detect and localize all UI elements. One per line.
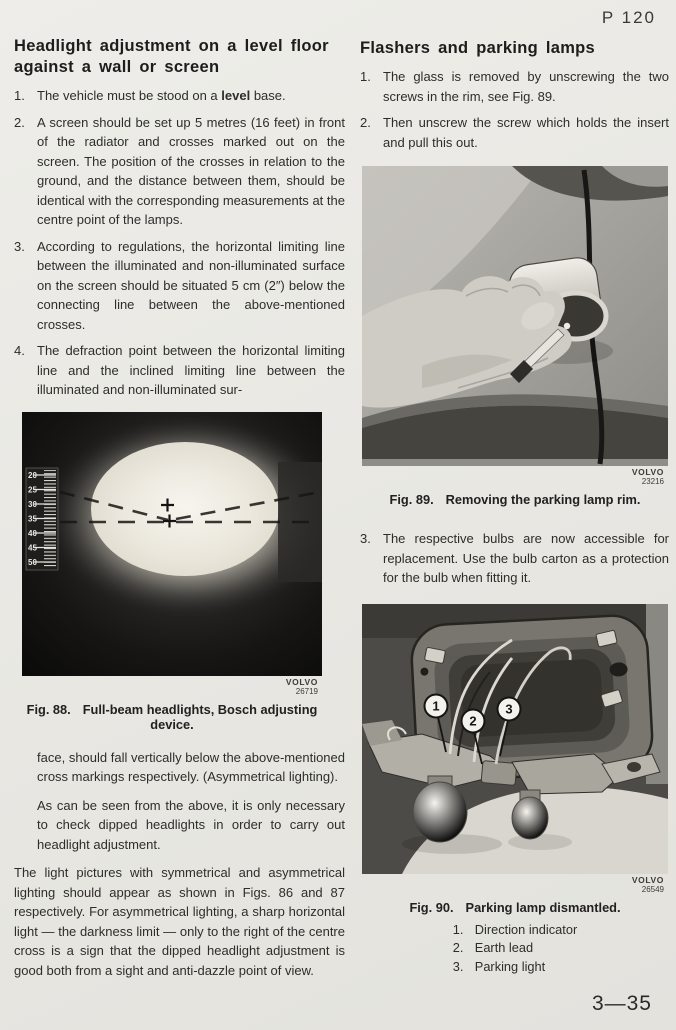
section-heading-flashers: Flashers and parking lamps xyxy=(360,39,596,57)
photo-credit xyxy=(362,468,664,486)
legend-item-1 xyxy=(453,921,577,940)
list-marker: 4. xyxy=(14,343,25,358)
paragraph-dipped-check: As can be seen from the above, it is only necessary to check dipped headlights in order to carry out headlight adjustment. xyxy=(37,797,345,852)
figure-caption-text: Parking lamp dismantled. xyxy=(465,899,621,915)
right-column xyxy=(360,38,669,976)
photo-bottom-sliver xyxy=(362,459,668,466)
figure-legend xyxy=(453,921,577,977)
direction-indicator-bulb xyxy=(413,782,467,842)
scale-label: 50 xyxy=(28,557,37,567)
legend-number: 3. xyxy=(452,958,464,974)
scale-label: 30 xyxy=(28,499,37,509)
legend-number: 2. xyxy=(452,940,464,955)
parking-lamp-dismantled-photo xyxy=(362,604,668,874)
scale-label: 45 xyxy=(28,543,37,552)
legend-text: Earth lead xyxy=(474,940,534,955)
list-marker: 1. xyxy=(360,69,371,84)
figure-88 xyxy=(22,412,322,732)
section-heading-headlight: Headlight adjustment on a level floor against a wall or screen xyxy=(14,37,329,76)
flange-hole xyxy=(627,762,641,772)
list-item-1 xyxy=(14,86,345,106)
paragraph-light-pictures: The light pictures with symmetrical and asymmetrical lighting should appear as shown in Figs. 86 and 87 respectively. For asymmetrical lighting, a sharp horizontal light — the darkness limit — only to the right of the centre cross is a sign that the dipped headlight adjustment is good both from a sight and anti-dazzle point of view. xyxy=(14,865,345,978)
list-item-3 xyxy=(14,237,345,335)
credit-number: 23216 xyxy=(641,477,664,486)
item1-post: base. xyxy=(250,88,286,103)
list-text: Then unscrew the screw which holds the insert and pull this out. xyxy=(383,115,669,150)
scale-label: 20 xyxy=(28,470,37,480)
credit-number: 26719 xyxy=(295,686,318,696)
list-item-3 xyxy=(360,529,669,588)
list-item-1 xyxy=(360,67,669,106)
list-text xyxy=(37,86,345,106)
list-text: The respective bulbs are now accessible for replacement. Use the bulb carton as a protection for the bulb when fitting it. xyxy=(383,531,669,585)
item1-bold-word: level xyxy=(221,88,251,103)
figure-label: Fig. 90. xyxy=(409,899,454,915)
figure-label: Fig. 89. xyxy=(389,492,434,507)
page-footer-number: 3—35 xyxy=(591,992,652,1015)
legend-item-2 xyxy=(453,939,577,958)
beam-core xyxy=(91,442,279,576)
legend-number: 1. xyxy=(452,921,464,937)
scale-label: 25 xyxy=(28,485,37,494)
list-text: A screen should be set up 5 metres (16 feet) in front of the radiator and crosses marked out on the screen. The position of the crosses in relation to the ground, and the distance between them, should be identical with the corresponding measurements at the centre point of the lamps. xyxy=(37,114,345,227)
legend-item-3 xyxy=(453,958,577,977)
left-column xyxy=(14,36,345,989)
credit-brand: VOLVO xyxy=(631,874,664,885)
list-text: According to regulations, the horizontal limiting line between the illuminated and non-illuminated surface on the screen should be situated 5 cm (2″) below the connecting line between the above-mentioned crosses. xyxy=(37,238,345,332)
figure-caption-text: Removing the parking lamp rim. xyxy=(445,492,641,507)
page-header-number: P 120 xyxy=(601,8,656,27)
list-marker: 3. xyxy=(360,531,371,546)
list-marker: 3. xyxy=(14,238,25,254)
figure-89 xyxy=(362,166,668,507)
figure-caption xyxy=(22,702,322,732)
photo-credit xyxy=(22,678,318,696)
centre-socket xyxy=(481,760,517,785)
list-text: The glass is removed by unscrewing the two screws in the rim, see Fig. 89. xyxy=(383,69,669,104)
callout-number-1: 1 xyxy=(432,698,440,713)
figure-caption xyxy=(362,900,668,915)
credit-brand: VOLVO xyxy=(631,467,664,477)
figure-caption-text: Full-beam headlights, Bosch adjusting device. xyxy=(82,701,318,732)
item1-pre: The vehicle must be stood on a xyxy=(37,88,222,103)
credit-number: 26549 xyxy=(641,884,664,894)
figure-label: Fig. 88. xyxy=(26,701,71,717)
list-marker: 2. xyxy=(360,115,371,130)
list-marker: 2. xyxy=(14,114,25,130)
callout-number-3: 3 xyxy=(505,701,513,716)
legend-text: Parking light xyxy=(474,958,546,974)
list-text: The defraction point between the horizontal limiting line and the inclined limiting line between the illuminated and non-illuminated sur- xyxy=(37,343,345,397)
figure-90 xyxy=(362,604,668,977)
measuring-scale xyxy=(26,468,58,570)
parking-lamp-rim-photo xyxy=(362,166,668,466)
scale-label: 35 xyxy=(28,514,37,523)
paragraph-continuation: face, should fall vertically below the above-mentioned cross markings respectively. (Asymmetrical lighting). xyxy=(37,749,345,784)
floor-shadow-2 xyxy=(508,834,572,850)
credit-brand: VOLVO xyxy=(285,676,318,687)
rim-screw xyxy=(564,323,570,329)
figure-caption xyxy=(362,492,668,507)
list-marker: 1. xyxy=(14,88,25,103)
parking-light-bulb xyxy=(512,797,548,839)
scale-label: 40 xyxy=(28,528,37,538)
photo-credit xyxy=(362,876,664,894)
callout-number-2: 2 xyxy=(469,713,477,728)
list-item-2 xyxy=(14,113,345,230)
list-item-4 xyxy=(14,341,345,400)
list-item-2 xyxy=(360,113,669,152)
headlight-beam-photo xyxy=(22,412,322,676)
legend-text: Direction indicator xyxy=(474,921,578,937)
